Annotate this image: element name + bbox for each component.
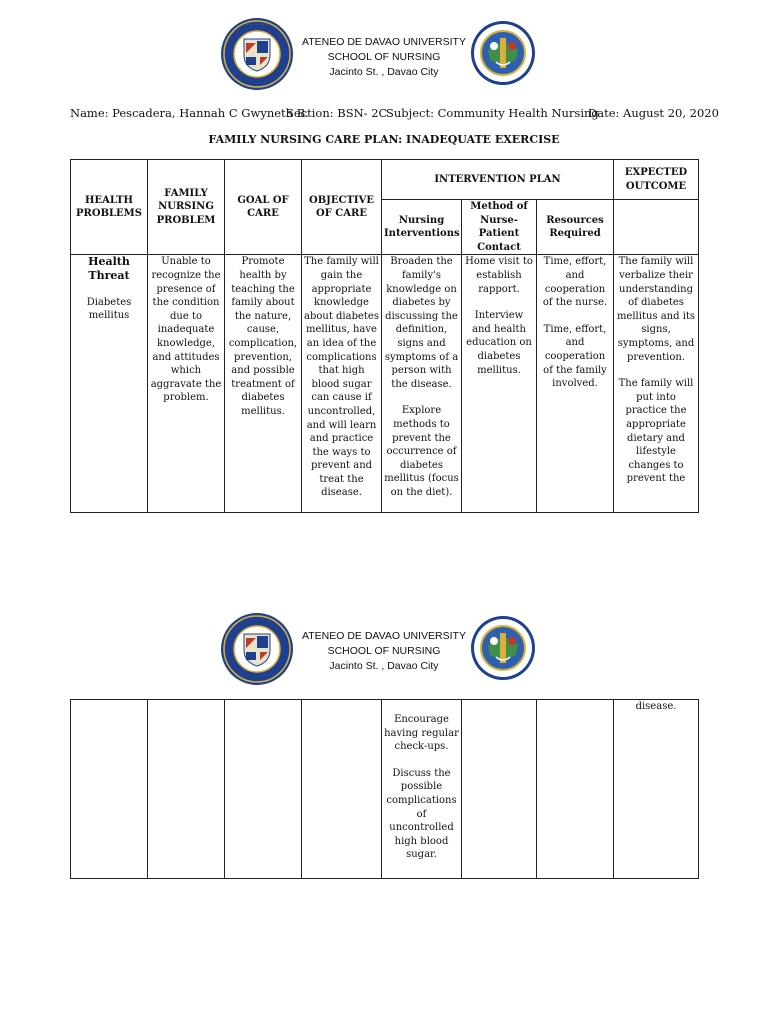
care-plan-table-continued <box>70 699 699 879</box>
goal-cell <box>225 700 302 879</box>
university-name: ATENEO DE DAVAO UNIVERSITY <box>302 630 466 642</box>
university-address-block <box>300 629 468 674</box>
ateneo-seal-logo <box>220 17 294 91</box>
header-goal-of-care: GOAL OF CARE <box>225 160 302 255</box>
university-name: ATENEO DE DAVAO UNIVERSITY <box>302 36 466 48</box>
student-info-line <box>0 106 768 122</box>
svg-text:· · · · · · ·: · · · · · · · <box>246 22 268 29</box>
intervention-item: Encourage having regular check-ups. <box>384 714 459 753</box>
resources-cell <box>537 700 614 879</box>
school-name: SCHOOL OF NURSING <box>327 645 441 657</box>
objective-cell <box>302 700 382 879</box>
nursing-seal-logo <box>470 615 536 681</box>
header-expected-outcome-blank <box>614 200 699 255</box>
outcome-item: The family will put into practice the appropriate dietary and lifestyle changes to prevent the <box>618 378 694 485</box>
school-name: SCHOOL OF NURSING <box>327 51 441 63</box>
table-row <box>71 255 699 513</box>
resource-item: Time, effort, and cooperation of the nurse. <box>542 256 608 309</box>
intervention-item: Broaden the family's knowledge on diabetes by discussing the definition, signs and symptoms of a person with the disease. <box>384 256 459 390</box>
header-objective-of-care: OBJECTIVE OF CARE <box>302 160 382 255</box>
header-health-problems: HEALTH PROBLEMS <box>71 160 148 255</box>
family-problem-cell <box>148 700 225 879</box>
table-row <box>71 700 699 879</box>
health-problem-cell <box>71 700 148 879</box>
expected-outcome-cell: disease. <box>614 700 699 879</box>
contact-method-cell <box>462 255 537 513</box>
school-address: Jacinto St. , Davao City <box>329 660 439 672</box>
school-address: Jacinto St. , Davao City <box>329 66 439 78</box>
objective-cell: The family will gain the appropriate knowledge about diabetes mellitus, have an idea of the complications that high blood sugar can cause if uncontrolled, and will learn and practice the ways to prevent and treat the disease. <box>302 255 382 513</box>
intervention-item: Discuss the possible complications of uncontrolled high blood sugar. <box>386 767 457 861</box>
university-address-block <box>300 35 468 80</box>
document-title: FAMILY NURSING CARE PLAN: INADEQUATE EXERCISE <box>208 133 560 146</box>
health-threat-label: Health Threat <box>88 255 130 282</box>
interventions-cell <box>382 255 462 513</box>
course-subject: Subject: Community Health Nursing <box>386 106 599 120</box>
interventions-cell <box>382 700 462 879</box>
student-section: Section: BSN- 2C <box>286 106 388 120</box>
care-plan-table <box>70 159 699 513</box>
header-nursing-interventions: Nursing Interventions <box>382 200 462 255</box>
submission-date: Date: August 20, 2020 <box>588 106 719 120</box>
page1-header <box>0 14 768 98</box>
goal-cell: Promote health by teaching the family about the nature, cause, complication, prevention, and possible treatment of diabetes mellitus. <box>225 255 302 513</box>
header-expected-outcome: EXPECTED OUTCOME <box>614 160 699 200</box>
header-method-of-contact: Method of Nurse-Patient Contact <box>462 200 537 255</box>
nursing-seal-logo <box>470 20 536 86</box>
family-problem-cell: Unable to recognize the presence of the condition due to inadequate knowledge, and attitudes which aggravate the problem. <box>148 255 225 513</box>
ateneo-seal-logo <box>220 612 294 686</box>
condition-text: Diabetes mellitus <box>86 296 132 322</box>
header-resources-required: Resources Required <box>537 200 614 255</box>
contact-item: Home visit to establish rapport. <box>465 256 533 295</box>
page2-header <box>0 609 768 693</box>
contact-method-cell <box>462 700 537 879</box>
intervention-item: Explore methods to prevent the occurrence of diabetes mellitus (focus on the diet). <box>384 405 459 498</box>
outcome-item: The family will verbalize their understanding of diabetes mellitus and its signs, symptoms, and prevention. <box>616 256 696 363</box>
resources-cell <box>537 255 614 513</box>
expected-outcome-cell <box>614 255 699 513</box>
contact-item: Interview and health education on diabetes mellitus. <box>466 310 532 376</box>
resource-item: Time, effort, and cooperation of the family involved. <box>543 323 607 390</box>
header-family-nursing-problem: FAMILY NURSING PROBLEM <box>148 160 225 255</box>
header-intervention-plan: INTERVENTION PLAN <box>382 160 614 200</box>
health-problem-cell <box>71 255 148 513</box>
student-name: Name: Pescadera, Hannah C Gwyneth B. <box>70 106 309 120</box>
